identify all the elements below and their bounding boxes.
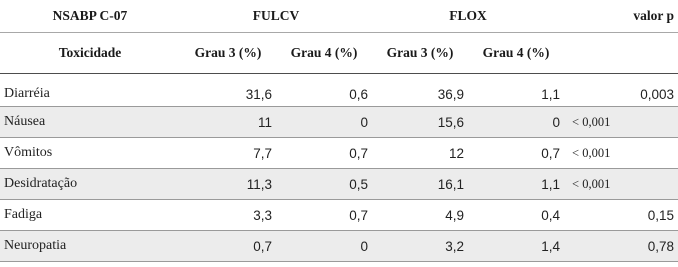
flox-grade4-cell: 0 (468, 107, 564, 138)
fulcv-grade3-cell: 11,3 (180, 169, 276, 200)
header-row-groups (0, 0, 678, 33)
fulcv-grade4-cell: 0,5 (276, 169, 372, 200)
fulcv-grade3-cell: 11 (180, 107, 276, 138)
table-row (0, 169, 678, 200)
flox-grade3-cell: 12 (372, 138, 468, 169)
pvalue-cell: < 0,001 (564, 107, 678, 138)
fulcv-grade4-cell: 0 (276, 107, 372, 138)
table-row (0, 107, 678, 138)
fulcv-grade3-cell: 0,7 (180, 231, 276, 262)
pvalue-header: valor p (564, 0, 678, 33)
pvalue-cell: < 0,001 (564, 138, 678, 169)
toxicity-name: Náusea (0, 107, 180, 138)
pvalue-cell: 0,15 (564, 200, 678, 231)
header-row-grades (0, 33, 678, 74)
study-header: NSABP C-07 (0, 0, 180, 33)
toxicity-name: Diarréia (0, 74, 180, 107)
flox-grade3-cell: 16,1 (372, 169, 468, 200)
toxicity-header: Toxicidade (0, 33, 180, 74)
fulcv-grade3-cell: 3,3 (180, 200, 276, 231)
flox-grade3-cell: 15,6 (372, 107, 468, 138)
table-row (0, 231, 678, 262)
pvalue-cell: 0,78 (564, 231, 678, 262)
toxicity-name: Vômitos (0, 138, 180, 169)
flox-grade4-cell: 0,7 (468, 138, 564, 169)
fulcv-grade4-cell: 0,7 (276, 138, 372, 169)
fulcv-grade4-cell: 0 (276, 231, 372, 262)
pvalue-cell: 0,003 (564, 74, 678, 107)
flox-grade3-cell: 36,9 (372, 74, 468, 107)
pvalue-cell: < 0,001 (564, 169, 678, 200)
fulcv-header: FULCV (180, 0, 372, 33)
table-row (0, 74, 678, 107)
fulcv-grade3-cell: 7,7 (180, 138, 276, 169)
toxicity-name: Desidratação (0, 169, 180, 200)
toxicity-name: Fadiga (0, 200, 180, 231)
flox-grade3-cell: 3,2 (372, 231, 468, 262)
table-header (0, 0, 678, 74)
table-row (0, 138, 678, 169)
fulcv-grade4-cell: 0,7 (276, 200, 372, 231)
toxicity-name: Neuropatia (0, 231, 180, 262)
flox-grade3-header: Grau 3 (%) (372, 33, 468, 74)
flox-grade4-cell: 1,1 (468, 74, 564, 107)
pvalue-subheader (564, 33, 678, 74)
flox-grade4-header: Grau 4 (%) (468, 33, 564, 74)
fulcv-grade3-cell: 31,6 (180, 74, 276, 107)
table-body (0, 74, 678, 262)
flox-grade3-cell: 4,9 (372, 200, 468, 231)
fulcv-grade4-cell: 0,6 (276, 74, 372, 107)
flox-grade4-cell: 0,4 (468, 200, 564, 231)
flox-grade4-cell: 1,1 (468, 169, 564, 200)
fulcv-grade4-header: Grau 4 (%) (276, 33, 372, 74)
table-row (0, 200, 678, 231)
flox-header: FLOX (372, 0, 564, 33)
fulcv-grade3-header: Grau 3 (%) (180, 33, 276, 74)
flox-grade4-cell: 1,4 (468, 231, 564, 262)
